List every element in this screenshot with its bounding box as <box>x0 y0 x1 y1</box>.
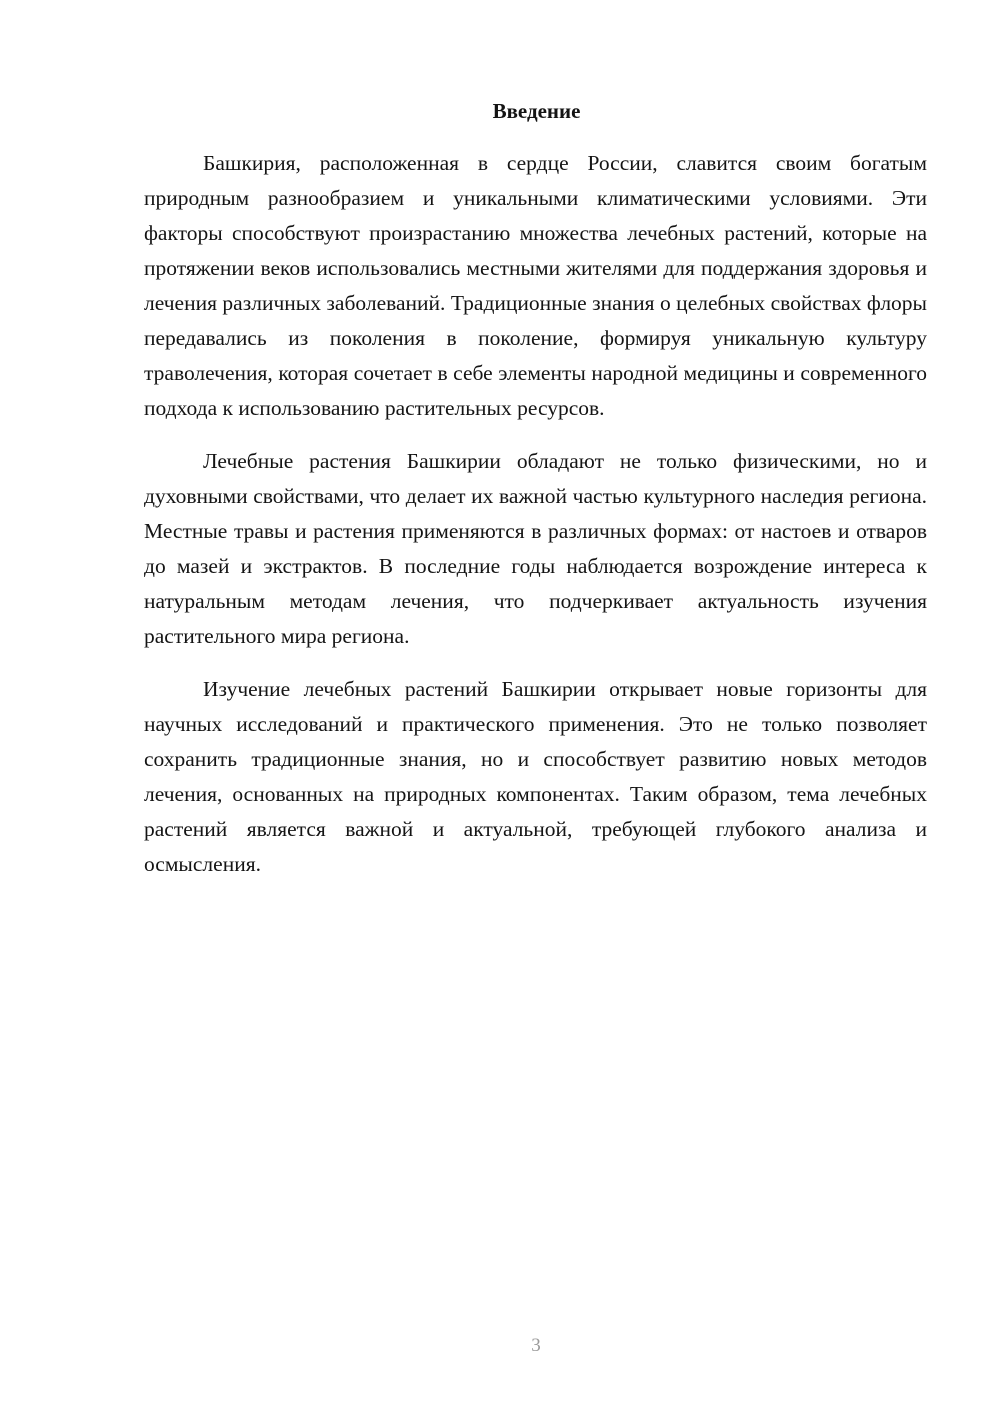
paragraph-3: Изучение лечебных растений Башкирии открывает новые горизонты для научных исследований и практического применения. Это не только позволяет сохранить традиционные знания, но и способствует развитию новых методов лечения, основанных на природных компонентах. Таким образом, тема лечебных растений является важной и актуальной, требующей глубокого анализа и осмысления. <box>144 677 927 876</box>
page-number: 3 <box>531 1335 541 1356</box>
paragraph-1: Башкирия, расположенная в сердце России, славится своим богатым природным разнообразием и уникальными климатическими условиями. Эти факторы способствуют произрастанию множества лечебных растений, которые на протяжении веков использовались местными жителями для поддержания здоровья и лечения различных заболеваний. Традиционные знания о целебных свойствах флоры передавались из поколения в поколение, формируя уникальную культуру траволечения, которая сочетает в себе элементы народной медицины и современного подхода к использованию растительных ресурсов. <box>144 151 927 420</box>
paragraph-2: Лечебные растения Башкирии обладают не только физическими, но и духовными свойствами, что делает их важной частью культурного наследия региона. Местные травы и растения применяются в различных формах: от настоев и отваров до мазей и экстрактов. В последние годы наблюдается возрождение интереса к натуральным методам лечения, что подчеркивает актуальность изучения растительного мира региона. <box>144 449 927 648</box>
page-content <box>144 96 927 900</box>
section-heading: Введение <box>492 99 581 123</box>
